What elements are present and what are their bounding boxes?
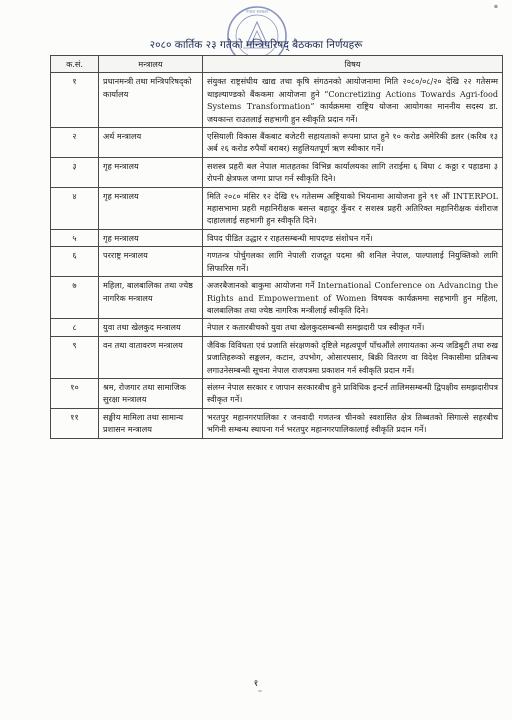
row-ministry: अर्थ मन्त्रालय: [99, 128, 203, 158]
row-subject: नेपाल र कतारबीचको युवा तथा खेलकुदसम्बन्धी समझदारी पत्र स्वीकृत गर्ने।: [203, 319, 503, 336]
table-row: [51, 229, 503, 246]
row-serial: २: [51, 128, 99, 158]
row-serial: ८: [51, 319, 99, 336]
row-ministry: श्रम, रोजगार तथा सामाजिक सुरक्षा मन्त्रालय: [99, 378, 203, 408]
row-serial: ४: [51, 187, 99, 229]
row-serial: ७: [51, 277, 99, 319]
table-row: [51, 319, 503, 336]
decisions-table: [50, 55, 503, 439]
row-subject: जैविक विविधता एवं प्रजाति संरक्षणको दृष्टिले महत्वपूर्ण पाँचऔंले लगायतका अन्य जडिबुटी तथा रुख प्रजातिहरूको सङ्कलन, कटान, उपभोग, ओसारपसार, बिक्री वितरण वा विदेश निकासीमा प्रतिबन्ध लगाउनेसम्बन्धी सूचना नेपाल राजपत्रमा प्रकाशन गर्न स्वीकृति प्रदान गर्ने।: [203, 336, 503, 378]
corner-mark: ▪: [493, 3, 498, 10]
row-serial: ६: [51, 247, 99, 277]
row-serial: ११: [51, 408, 99, 438]
table-row: [51, 187, 503, 229]
row-subject: सशस्त्र प्रहरी बल नेपाल मातहतका विभिन्न कार्यालयका लागि तराईमा ६ बिघा ८ कठ्ठा र पहाडमा ३ रोपनी क्षेत्रफल जग्गा प्राप्त गर्न स्वीकृति दिने।: [203, 157, 503, 187]
row-subject: संयुक्त राष्ट्रसंघीय खाद्य तथा कृषि संगठनको आयोजनामा मिति २०८०/०८/२० देखि २२ गतेसम्म थाइल्याण्डको बैंककमा आयोजना हुने “Concretizing Actions Towards Agri-food Systems Transformation” कार्यक्रममा राष्ट्रिय योजना आयोगका माननीय सदस्य डा. जयकान्त राउतलाई सहभागी हुन स्वीकृति प्रदान गर्ने।: [203, 73, 503, 128]
row-serial: १: [51, 73, 99, 128]
row-ministry: युवा तथा खेलकुद मन्त्रालय: [99, 319, 203, 336]
row-ministry: गृह मन्त्रालय: [99, 187, 203, 229]
row-ministry: वन तथा वातावरण मन्त्रालय: [99, 336, 203, 378]
row-subject: एसियाली विकास बैंकबाट बजेटरी सहायताको रूपमा प्राप्त हुने १० करोड अमेरिकी डलर (करिब १३ अर्ब २६ करोड रुपैयाँ बराबर) सहुलियतपूर्ण ऋण स्वीकार गर्ने।: [203, 128, 503, 158]
table-row: [51, 157, 503, 187]
row-subject: भरतपुर महानगरपालिका र जनवादी गणतन्त्र चीनको स्वशासित क्षेत्र तिब्बतको सिगात्से सहरबीच भगिनी सम्बन्ध स्थापना गर्न भरतपुर महानगरपालिकालाई स्वीकृति प्रदान गर्ने।: [203, 408, 503, 438]
row-ministry: गृह मन्त्रालय: [99, 157, 203, 187]
table-row: [51, 336, 503, 378]
row-subject: मिति २०८० मंसिर १२ देखि १५ गतेसम्म अष्ट्रियाको भियनामा आयोजना हुने ९१ औं INTERPOL महासभामा प्रहरी महानिरीक्षक बसन्त बहादुर कुँवर र सशस्त्र प्रहरी अतिरिक्त महानिरीक्षक वंशीराज दाहाललाई सहभागी हुन स्वीकृति दिने।: [203, 187, 503, 229]
row-serial: ९: [51, 336, 99, 378]
row-ministry: गृह मन्त्रालय: [99, 229, 203, 246]
table-row: [51, 247, 503, 277]
row-subject: संलग्न नेपाल सरकार र जापान सरकारबीच हुने प्राविधिक इन्टर्न तालिमसम्बन्धी द्विपक्षीय समझदारीपत्र स्वीकृत गर्ने।: [203, 378, 503, 408]
row-serial: १०: [51, 378, 99, 408]
row-ministry: प्रधानमन्त्री तथा मन्त्रिपरिषद्को कार्यालय: [99, 73, 203, 128]
footer-mark: [258, 690, 262, 692]
header-serial: क.सं.: [51, 56, 99, 73]
table-row: [51, 73, 503, 128]
row-subject: विपद पीडित उद्धार र राहतसम्बन्धी मापदण्ड संशोधन गर्ने।: [203, 229, 503, 246]
table-row: [51, 128, 503, 158]
page-title: २०८० कार्तिक २३ गतेको मन्त्रिपरिषद् बैठकका निर्णयहरू: [149, 39, 363, 51]
row-ministry: सङ्घीय मामिला तथा सामान्य प्रशासन मन्त्रालय: [99, 408, 203, 438]
row-serial: ३: [51, 157, 99, 187]
row-subject: अजरबैजानको बाकुमा आयोजना गर्ने International Conference on Advancing the Rights and Empowerment of Women विषयक कार्यक्रममा सहभागी हुन महिला, बालबालिका तथा ज्येष्ठ नागरिक मन्त्रीलाई स्वीकृति दिने।: [203, 277, 503, 319]
row-ministry: परराष्ट्र मन्त्रालय: [99, 247, 203, 277]
header-ministry: मन्त्रालय: [99, 56, 203, 73]
page-number: १: [253, 679, 259, 689]
svg-text:नेपाल सरकार: नेपाल सरकार: [245, 10, 269, 15]
table-row: [51, 408, 503, 438]
table-header-row: [51, 56, 503, 73]
table-row: [51, 378, 503, 408]
table-row: [51, 277, 503, 319]
header-subject: विषय: [203, 56, 503, 73]
row-subject: गणतन्त्र पोर्चुगलका लागि नेपाली राजदूत पदमा श्री शनिल नेपाल, पाल्पालाई नियुक्तिको लागि सिफारिस गर्ने।: [203, 247, 503, 277]
row-ministry: महिला, बालबालिका तथा ज्येष्ठ नागरिक मन्त्रालय: [99, 277, 203, 319]
row-serial: ५: [51, 229, 99, 246]
